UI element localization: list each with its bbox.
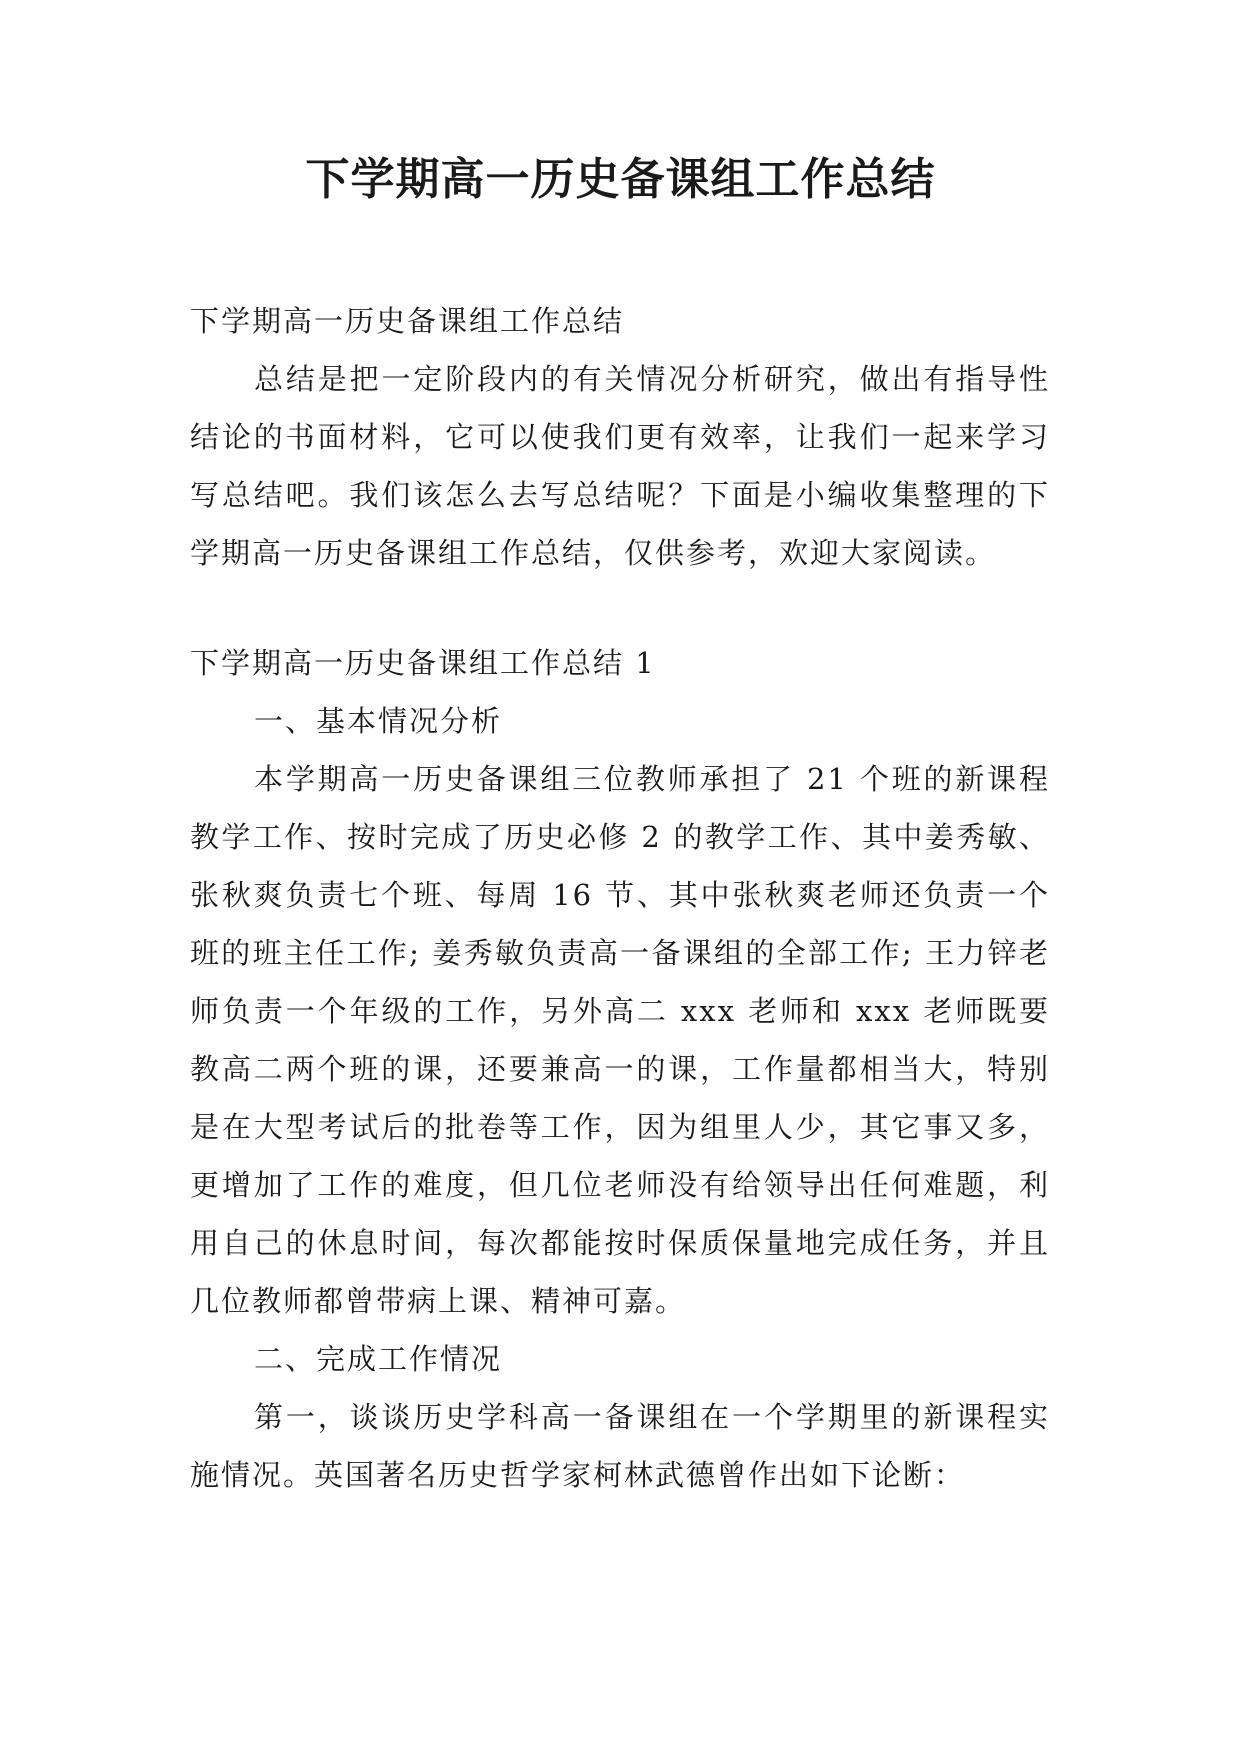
- part2-paragraph: 第一，谈谈历史学科高一备课组在一个学期里的新课程实施情况。英国著名历史哲学家柯林武德曾作出如下论断：: [190, 1400, 1050, 1492]
- part1-paragraph: 本学期高一历史备课组三位教师承担了 21 个班的新课程教学工作、按时完成了历史必修 2 的教学工作、其中姜秀敏、张秋爽负责七个班、每周 16 节、其中张秋爽老师还负责一个班的班主任工作; 姜秀敏负责高一备课组的全部工作; 王力锌老师负责一个年级的工作，另外高二 xxx 老师和 xxx 老师既要教高二两个班的课，还要兼高一的课，工作量都相当大，特别是在大型考试后的批卷等工作，因为组里人少，其它事又多，更增加了工作的难度，但几位老师没有给领导出任何难题，利用自己的休息时间，每次都能按时保质保量地完成任务，并且几位教师都曾带病上课、精神可嘉。: [190, 762, 1050, 1318]
- section-title: 下学期高一历史备课组工作总结 1: [190, 646, 656, 680]
- document-body: [190, 292, 1050, 1504]
- document-heading: 下学期高一历史备课组工作总结: [190, 304, 625, 338]
- part2-heading: 二、完成工作情况: [254, 1342, 503, 1376]
- intro-paragraph: 总结是把一定阶段内的有关情况分析研究，做出有指导性结论的书面材料，它可以使我们更有效率，让我们一起来学习写总结吧。我们该怎么去写总结呢？下面是小编收集整理的下学期高一历史备课组工作总结，仅供参考，欢迎大家阅读。: [190, 362, 1050, 570]
- part1-heading: 一、基本情况分析: [254, 704, 503, 738]
- paragraph-spacer: [190, 582, 1050, 634]
- document-title: 下学期高一历史备课组工作总结: [305, 154, 936, 205]
